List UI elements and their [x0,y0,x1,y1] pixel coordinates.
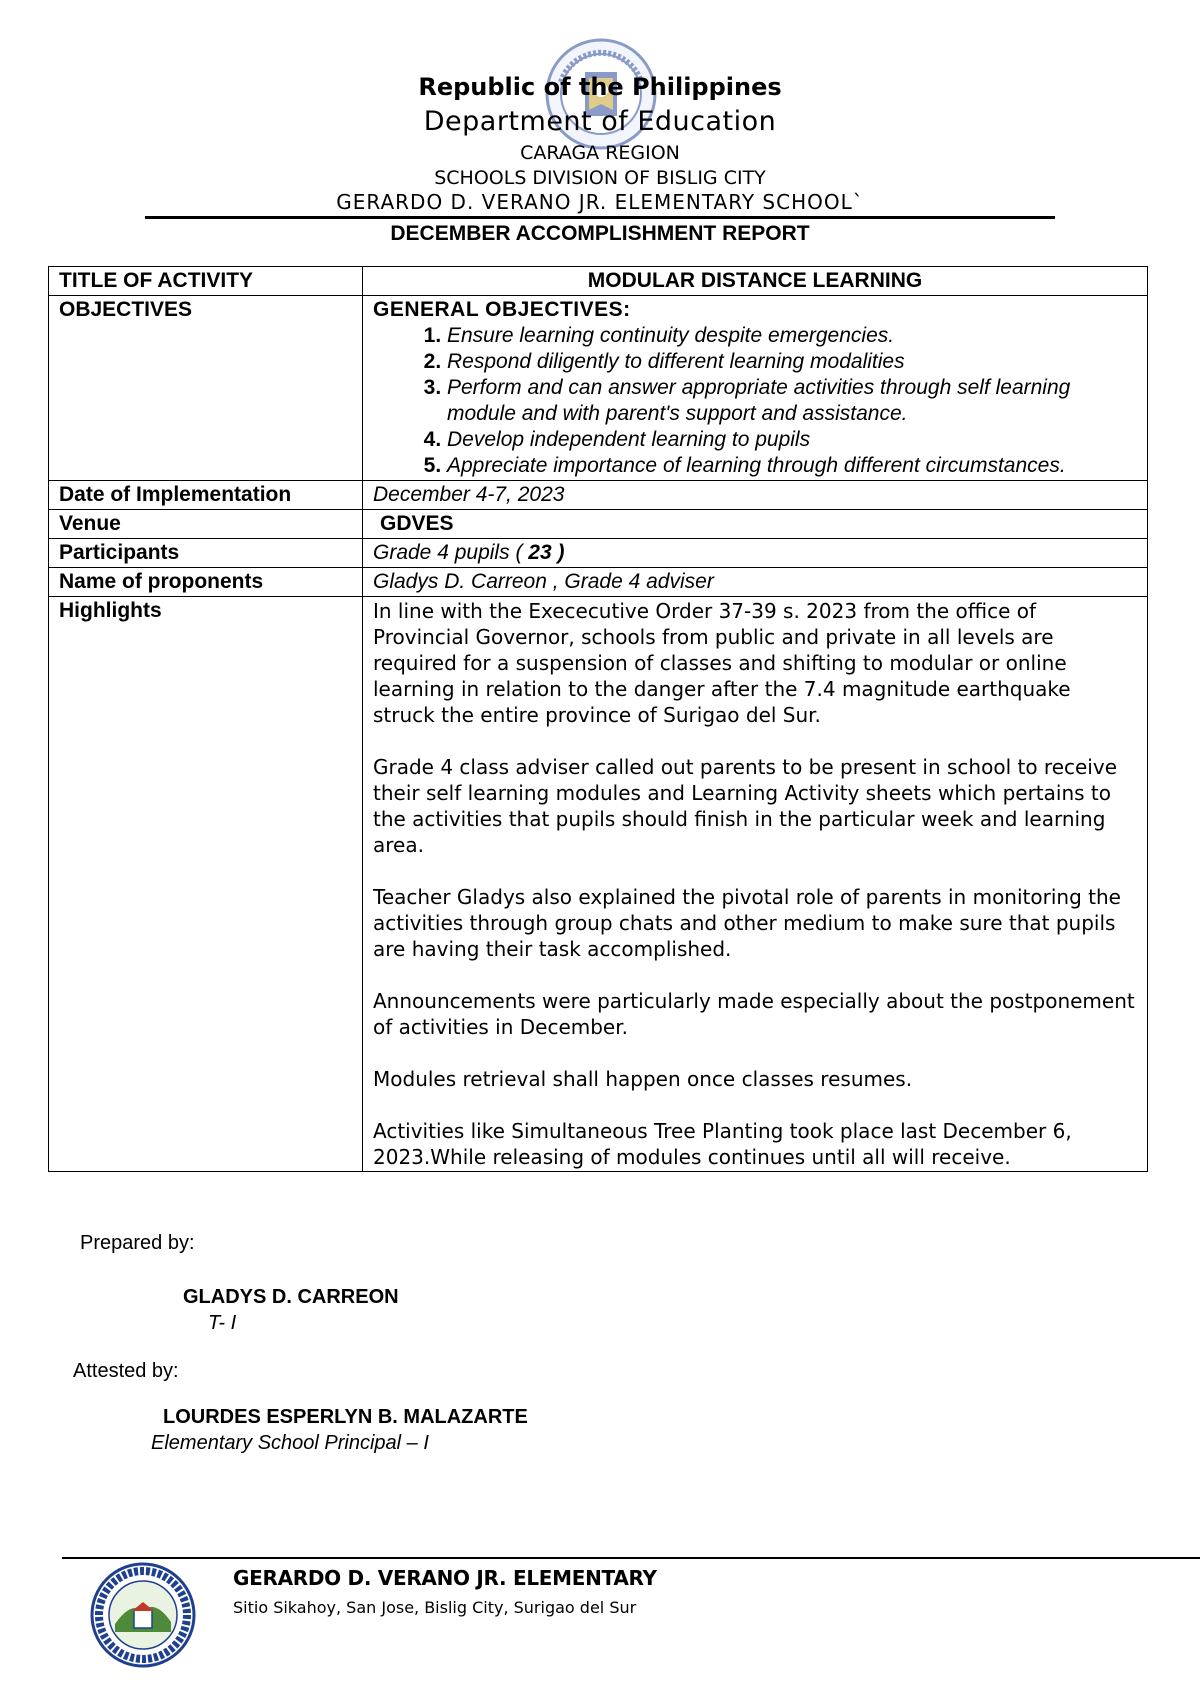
school-heading: GERARDO D. VERANO JR. ELEMENTARY SCHOOL` [336,190,864,214]
list-item: 1. Ensure learning continuity despite emergencies. [447,323,1137,349]
table-row [49,510,1148,539]
republic-heading: Republic of the Philippines [418,73,782,101]
highlight-paragraph: Teacher Gladys also explained the pivotal role of parents in monitoring the activities through group chats and other medium to make sure that pupils are having their task accomplished. [373,885,1121,961]
title-label: TITLE OF ACTIVITY [49,267,363,296]
table-row [49,481,1148,510]
participants-count-close: ) [557,541,565,564]
highlight-paragraph: Announcements were particularly made especially about the postponement of activities in December. [373,989,1135,1039]
list-item: 3. Perform and can answer appropriate activities through self learning module and with parent's support and assistance. [447,375,1137,427]
proponents-value: Gladys D. Carreon , Grade 4 adviser [363,568,1148,597]
date-value: December 4-7, 2023 [363,481,1148,510]
report-title: DECEMBER ACCOMPLISHMENT REPORT [390,222,810,245]
prepared-by-label: Prepared by: [80,1232,195,1254]
highlight-paragraph: In line with the Exececutive Order 37-39 s. 2023 from the office of Provincial Governor, schools from public and private in all levels are required for a suspension of classes and shifting to modular or online learning in relation to the danger after the 7.4 magnitude earthquake struck the entire province of Surigao del Sur. [373,599,1071,727]
objectives-cell [363,296,1148,481]
report-table [48,266,1148,1172]
attested-by-name: LOURDES ESPERLYN B. MALAZARTE [163,1406,528,1428]
participants-value-cell [363,539,1148,568]
footer-divider [62,1557,1200,1559]
highlight-paragraph: Modules retrieval shall happen once classes resumes. [373,1067,913,1091]
footer-school-name: GERARDO D. VERANO JR. ELEMENTARY [233,1566,657,1590]
table-row [49,539,1148,568]
highlight-paragraph: Grade 4 class adviser called out parents to be present in school to receive their self learning modules and Learning Activity sheets which pertains to the activities that pupils should finish in the particular week and learning area. [373,755,1118,857]
venue-value: GDVES [363,510,1148,539]
participants-count: 23 [528,541,552,564]
school-logo-icon [90,1562,196,1668]
table-row [49,267,1148,296]
attested-by-position: Elementary School Principal – I [151,1432,429,1454]
highlights-cell [363,597,1148,1172]
participants-count-open: ( [515,541,523,564]
letterhead [0,70,1200,214]
participants-label: Participants [49,539,363,568]
attested-by-label: Attested by: [73,1360,179,1382]
objectives-label: OBJECTIVES [49,296,363,481]
table-row [49,597,1148,1172]
proponents-label: Name of proponents [49,568,363,597]
table-row [49,568,1148,597]
highlights-label: Highlights [49,597,363,1172]
list-item: 2. Respond diligently to different learning modalities [447,349,1137,375]
table-row [49,296,1148,481]
highlight-paragraph: Activities like Simultaneous Tree Planting took place last December 6, 2023.While releasing of modules continues until all will receive. [373,1119,1072,1169]
prepared-by-name: GLADYS D. CARREON [183,1286,399,1308]
title-value: MODULAR DISTANCE LEARNING [363,267,1148,296]
participants-value: Grade 4 pupils [373,541,510,564]
footer-address: Sitio Sikahoy, San Jose, Bislig City, Surigao del Sur [233,1598,637,1617]
list-item: 5. Appreciate importance of learning through different circumstances. [447,453,1137,479]
prepared-by-position: T- I [208,1312,237,1334]
region-heading: CARAGA REGION [520,142,680,164]
division-heading: SCHOOLS DIVISION OF BISLIG CITY [434,167,766,189]
general-objectives-heading: GENERAL OBJECTIVES: [373,298,631,321]
header-divider [145,216,1055,219]
list-item: 4. Develop independent learning to pupils [447,427,1137,453]
date-label: Date of Implementation [49,481,363,510]
venue-label: Venue [49,510,363,539]
objectives-list [373,323,1137,479]
department-heading: Department of Education [423,106,777,137]
